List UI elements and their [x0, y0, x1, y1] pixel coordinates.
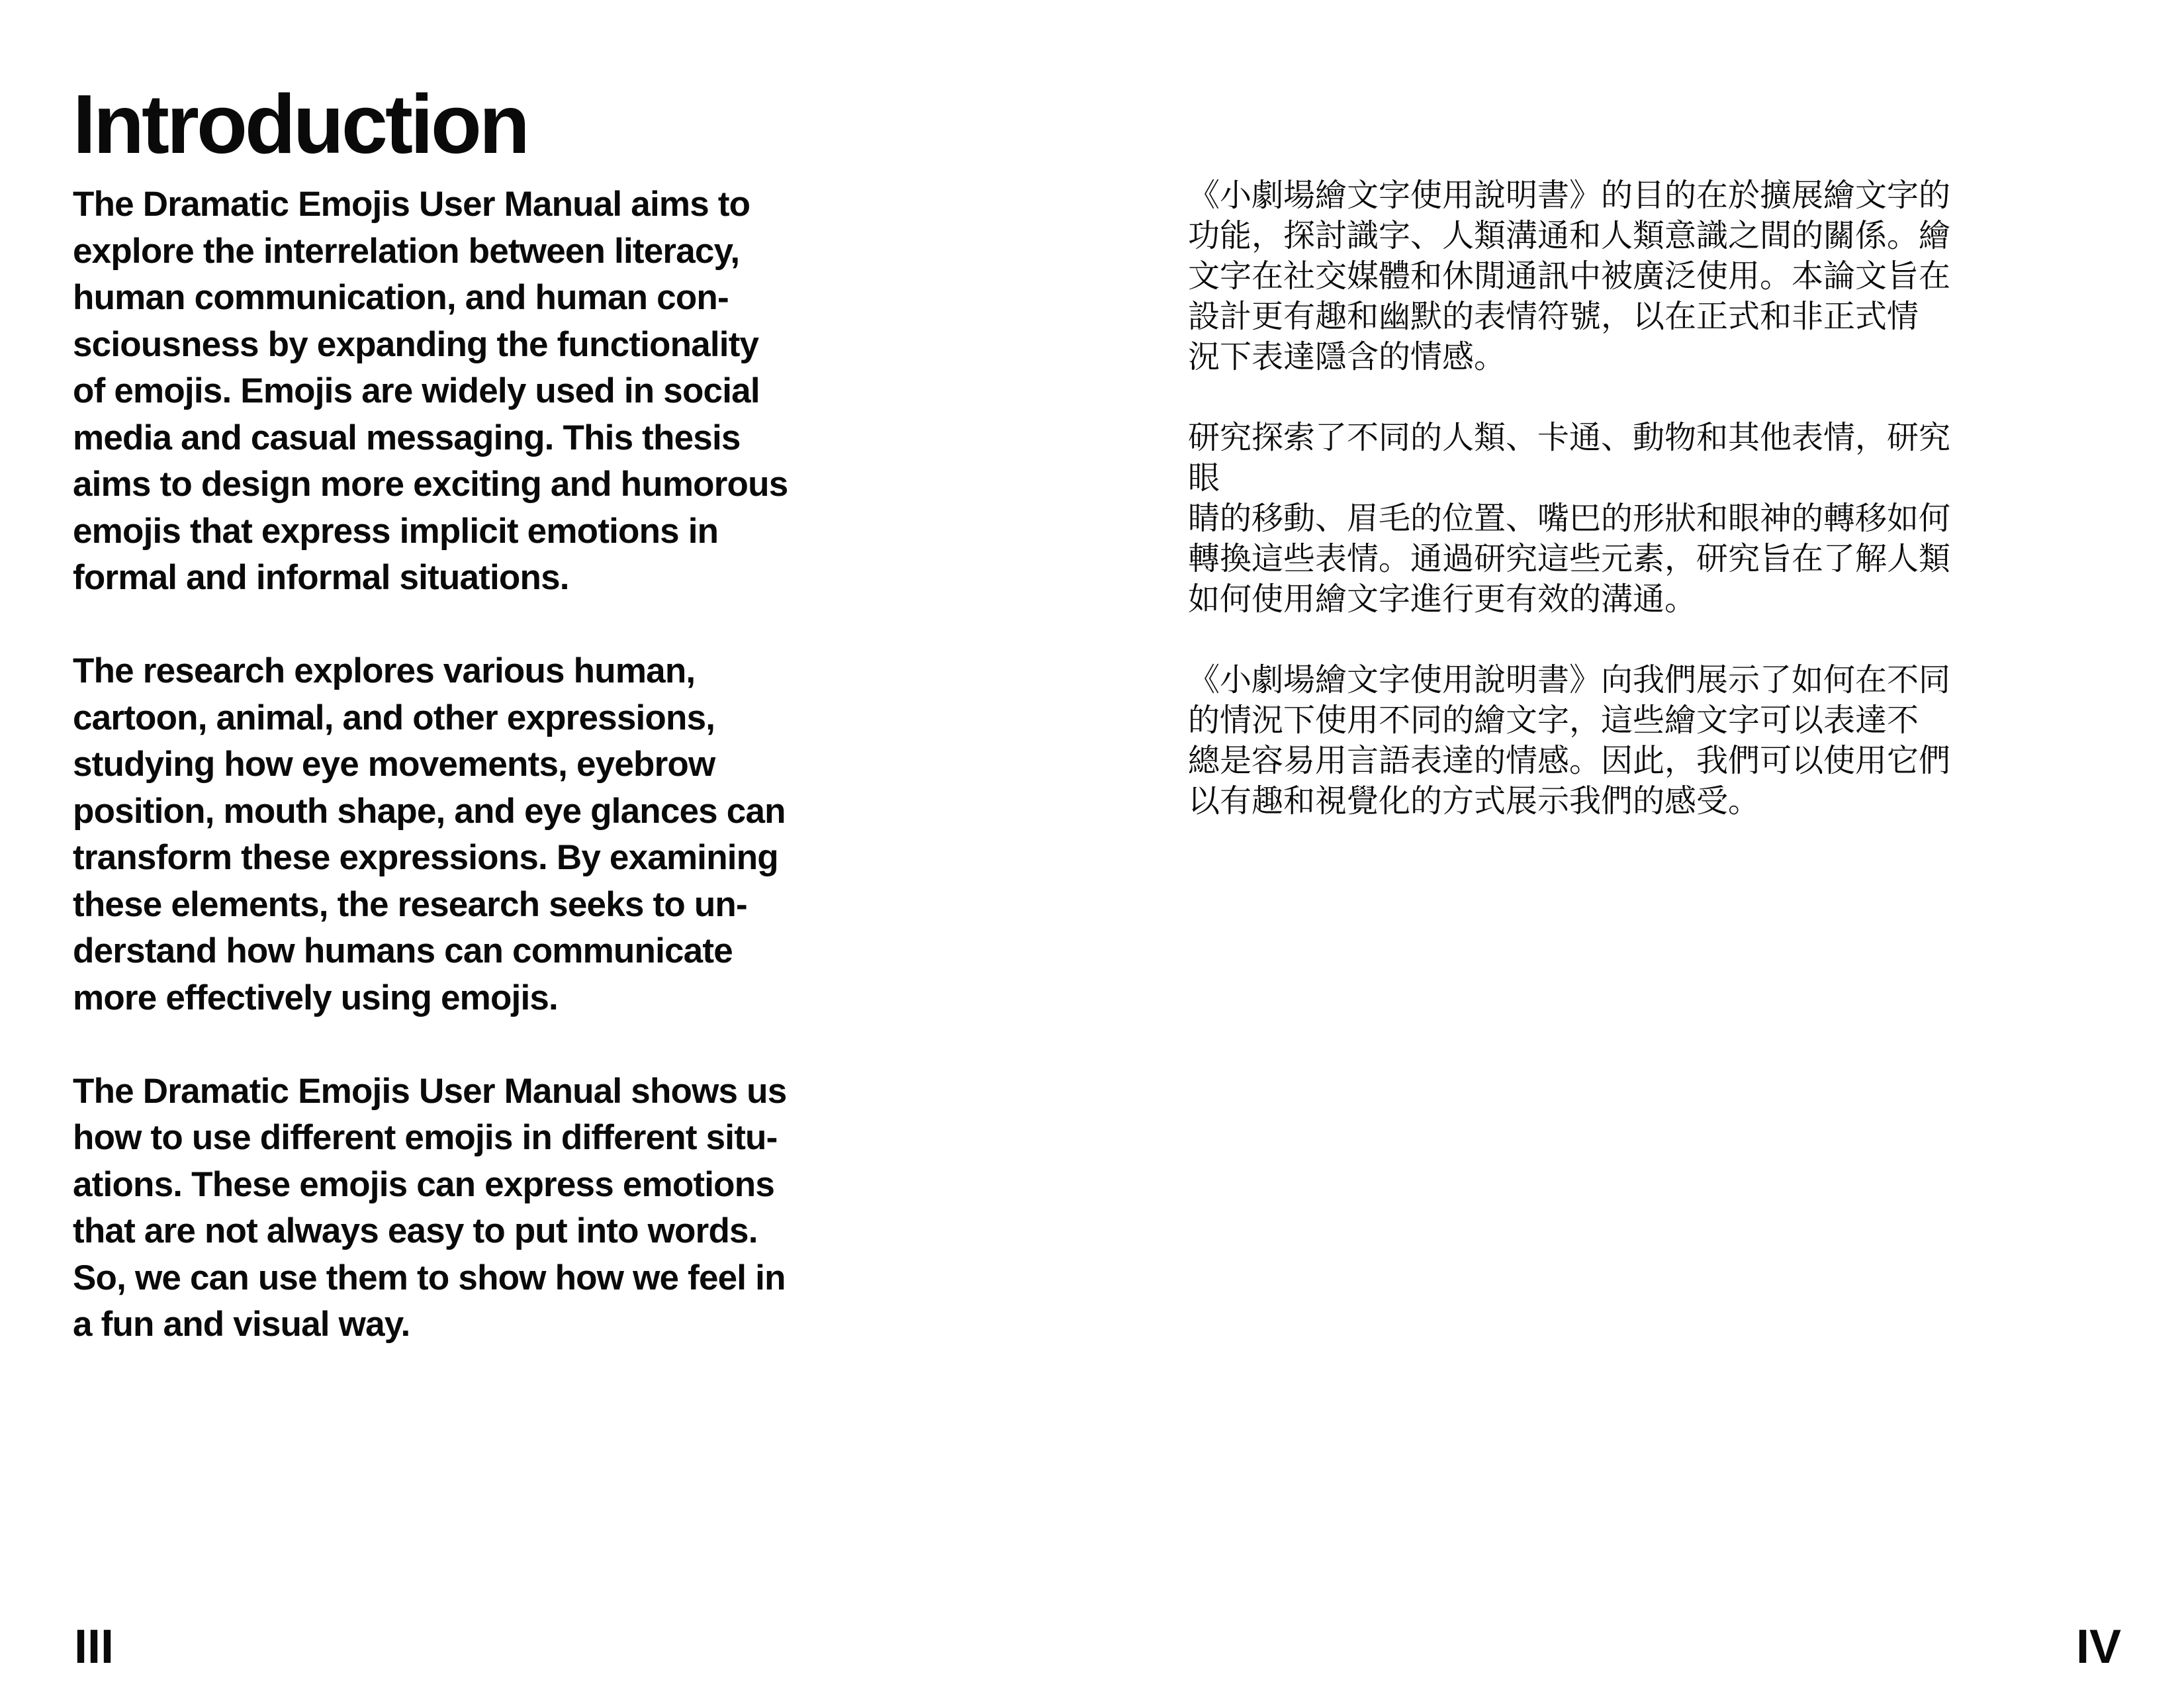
- page-number-right: IV: [2075, 1620, 2121, 1673]
- page-title: Introduction: [73, 77, 527, 171]
- chinese-paragraph-2: 研究探索了不同的人類、卡通、動物和其他表情，研究眼 睛的移動、眉毛的位置、嘴巴的形狀和眼神的轉移如何 轉換這些表情。通過研究這些元素，研究旨在了解人類 如何使用繪文字進行更有效的溝通。: [1188, 419, 1951, 618]
- chinese-paragraph-1: 《小劇場繪文字使用說明書》的目的在於擴展繪文字的 功能，探討識字、人類溝通和人類意識之間的關係。繪 文字在社交媒體和休閒通訊中被廣泛使用。本論文旨在 設計更有趣和幽默的表情符號，以在正式和非正式情 況下表達隱含的情感。: [1188, 177, 1951, 375]
- chinese-paragraph-3: 《小劇場繪文字使用說明書》向我們展示了如何在不同 的情況下使用不同的繪文字，這些繪文字可以表達不 總是容易用言語表達的情感。因此，我們可以使用它們 以有趣和視覺化的方式展示我們的感受。: [1188, 661, 1951, 820]
- page-number-left: III: [74, 1620, 114, 1673]
- english-body: [73, 181, 854, 1348]
- chinese-body: [1188, 175, 1969, 821]
- english-paragraph-3: The Dramatic Emojis User Manual shows us how to use different emojis in different situ- ations. These emojis can express emotions that are not always easy to put into words. So, we can use them to show how we feel in a fun and visual way.: [73, 1071, 787, 1344]
- english-paragraph-2: The research explores various human, cartoon, animal, and other expressions, studying how eye movements, eyebrow position, mouth shape, and eye glances can transform these expressions. By examining these elements, the research seeks to un- derstand how humans can communicate more effectively using emojis.: [73, 651, 786, 1017]
- english-paragraph-1: The Dramatic Emojis User Manual aims to explore the interrelation between literacy, human communication, and human con- sciousness by expanding the functionality of emojis. Emojis are widely used in social media and casual messaging. This thesis aims to design more exciting and humorous emojis that express implicit emotions in formal and informal situations.: [73, 185, 788, 597]
